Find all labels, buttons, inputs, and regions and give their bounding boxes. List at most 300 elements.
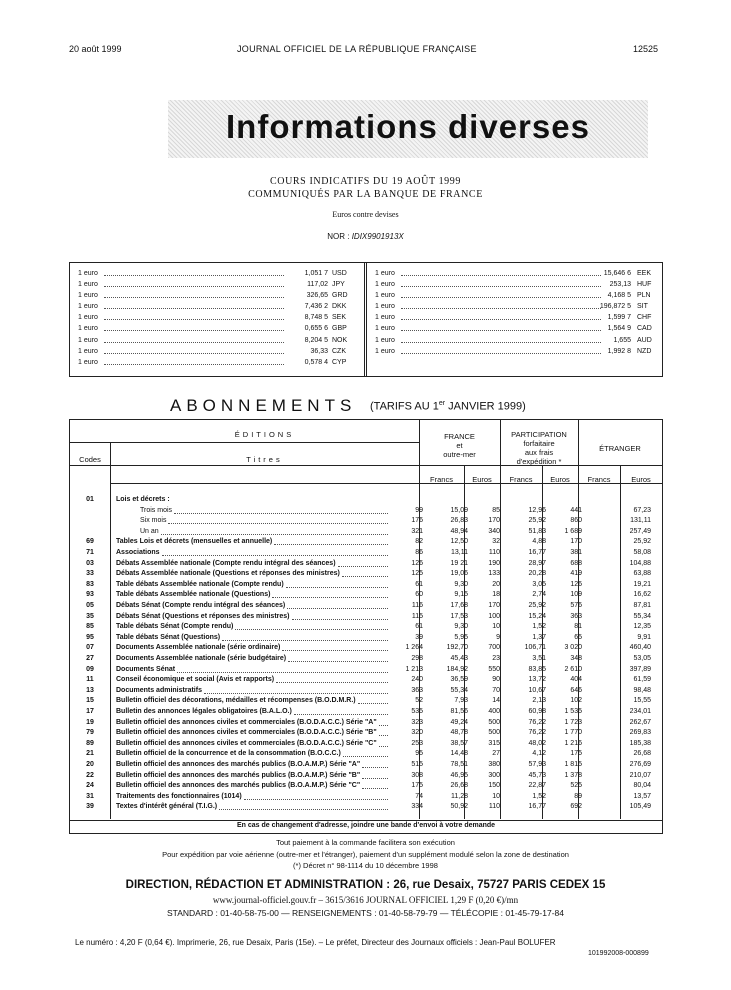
row-price-ff: 61 [415,580,423,588]
banner-title: Informations diverses [226,108,590,145]
row-code: 15 [86,697,94,705]
row-price-ef: 81 [574,623,582,631]
row-code: 31 [86,792,94,800]
table-row [70,643,662,653]
rate-value: 0,655 6 [304,325,328,333]
row-leader [235,629,388,630]
table-row [70,527,662,537]
row-price-pf: 500 [488,729,500,737]
row-price-pf: 133 [488,570,500,578]
row-title: Table débats Assemblée nationale (Compte rendu) [116,580,284,588]
row-price-fe: 48,94 [450,527,468,535]
row-price-pf: 23 [492,655,500,662]
cours-line2: COMMUNIQUÉS PAR LA BANQUE DE FRANCE [248,189,483,200]
row-price-fe: 192,70 [446,644,468,652]
row-price-ff: 39 [415,633,423,641]
row-title: Un an [140,527,159,535]
row-leader [362,767,388,768]
france-l2: et [456,441,463,450]
row-price-ef: 860 [570,517,582,525]
row-price-ff: 535 [411,708,423,715]
row-code: 93 [86,591,94,599]
row-price-ef: 89 [574,792,582,800]
row-price-ee: 98,48 [633,686,651,694]
rate-label: 1 euro [375,336,395,344]
row-code: 09 [86,665,94,673]
rate-label: 1 euro [375,314,395,322]
row-price-fe: 17,68 [450,602,468,609]
rate-leader [401,353,601,354]
row-price-pf: 170 [488,602,500,609]
row-price-pe: 45,73 [528,771,546,779]
change-address-notice: En cas de changement d'adresse, joindre une bande d'envoi à votre demande [69,819,663,834]
row-leader [219,809,388,810]
row-price-fe: 50,92 [450,803,468,811]
row-price-fe: 46,95 [450,771,468,779]
nor-code: IDIX9901913X [351,232,404,241]
row-price-fe: 14,48 [450,750,468,758]
row-leader [244,799,388,800]
row-price-fe: 49,24 [450,718,468,726]
rate-row [78,323,350,334]
subscription-table [69,419,663,821]
rate-currency: AUD [637,336,652,344]
row-title: Table débats Assemblée nationale (Questions) [116,591,271,599]
rate-row [78,279,350,290]
rate-label: 1 euro [375,325,395,333]
row-price-ff: 515 [411,761,423,768]
row-leader [362,788,388,789]
part-l3: aux frais [524,448,554,457]
row-code: 11 [86,676,94,684]
row-code: 01 [86,496,94,503]
rate-label: 1 euro [78,347,98,355]
row-code: 21 [86,750,94,758]
row-title: Débats Sénat (Compte rendu intégral des séances) [116,602,286,609]
etranger-header: ÉTRANGER [599,444,641,453]
rate-value: 1,655 [613,336,631,344]
rate-currency: SEK [332,314,347,322]
table-row [70,548,662,558]
row-code: 71 [86,549,94,556]
row-price-ee: 16,62 [633,591,651,599]
row-title: Bulletin officiel des annonces civiles et commerciales (B.O.D.A.C.C.) Série "C" [116,739,377,747]
sub-euros-3: Euros [631,475,651,484]
row-price-ee: 55,34 [633,612,651,620]
rate-row [375,301,655,312]
part-l4: d'expédition * [516,457,562,466]
direction-address: DIRECTION, RÉDACTION ET ADMINISTRATION : 26, rue Desaix, 75727 PARIS CEDEX 15 [125,879,606,891]
row-price-ef: 1 689 [564,527,582,535]
row-price-pf: 70 [492,686,500,694]
row-price-pe: 76,22 [528,729,546,737]
table-row [70,728,662,738]
part-l2: forfaitaire [523,439,555,448]
row-price-pf: 85 [492,506,500,514]
table-row [70,686,662,696]
sub-francs-2: Francs [509,475,533,484]
participation-header [500,430,578,466]
row-price-ff: 334 [411,803,423,811]
row-price-ef: 348 [570,655,582,662]
table-row [70,622,662,632]
row-price-pe: 51,83 [528,527,546,535]
rate-row [375,268,655,279]
table-row [70,696,662,706]
row-price-ee: 105,49 [629,803,651,811]
subtitle-part-b: JANVIER 1999) [445,400,526,413]
row-price-ef: 175 [570,750,582,758]
section-banner [168,100,648,158]
row-price-fe: 26,68 [450,782,468,790]
rate-label: 1 euro [78,270,98,277]
row-price-fe: 12,50 [450,538,468,546]
row-code: 79 [86,729,94,737]
row-title: Bulletin officiel des décorations, médailles et récompenses (B.O.D.M.R.) [116,697,356,705]
abonnements-subtitle [370,400,526,413]
row-title: Bulletin officiel des annonces des marchés publics (B.O.A.M.P.) Série "C" [116,782,361,790]
rate-label: 1 euro [375,303,395,311]
table-row [70,665,662,675]
expedition-note: Pour expédition par voie aérienne (outre-mer et l'étranger), paiement d'un supplément modulé selon la zone de destination [162,850,569,859]
row-price-ff: 323 [411,718,423,726]
row-price-ee: 12,35 [633,623,651,631]
titres-header: Titres [246,455,283,464]
row-title: Débats Assemblée nationale (Compte rendu intégral des séances) [116,559,336,567]
row-leader [286,587,388,588]
rate-row [78,346,350,357]
table-row [70,612,662,622]
row-price-pf: 27 [492,750,500,758]
row-price-ee: 210,07 [629,771,651,779]
row-price-ee: 234,01 [629,708,651,715]
table-row [70,760,662,770]
row-leader [338,566,388,567]
row-leader [222,640,388,641]
rate-value: 4,168 5 [607,292,631,300]
rate-leader [104,275,284,276]
row-title: Conseil économique et social (Avis et rapports) [116,676,275,684]
rate-value: 253,13 [609,281,631,289]
row-price-ee: 131,11 [630,517,651,525]
row-code: 03 [86,559,94,567]
row-leader [276,682,388,683]
row-price-ff: 1 213 [405,665,423,673]
table-row [70,781,662,791]
row-code: 27 [86,655,94,662]
row-price-ef: 1 216 [564,739,582,747]
row-price-ef: 688 [570,559,582,567]
issue-date: 20 août 1999 [69,44,122,54]
rate-row [375,312,655,323]
table-row [70,771,662,781]
rate-leader [401,275,601,276]
rate-value: 8,748 5 [304,314,328,322]
rate-leader [401,342,601,343]
row-price-ee: 53,05 [633,655,651,662]
rate-label: 1 euro [375,281,395,289]
row-price-pe: 3,05 [532,580,546,588]
footer-text: Le numéro : 4,20 F (0,64 €). Imprimerie, 26, rue Desaix, Paris (15e). – Le préfet, Directeur des Journaux officiels : Jean-Paul BOLUFER [75,938,556,947]
row-price-ee: 185,38 [629,739,651,747]
row-price-ee: 26,68 [633,750,651,758]
rates-divider [364,263,367,376]
rate-currency: CYP [332,358,347,366]
row-leader [174,513,388,514]
table-row [70,792,662,802]
row-price-fe: 78,51 [450,761,468,768]
row-price-fe: 184,92 [446,665,468,673]
rate-value: 8,204 5 [304,336,328,344]
row-price-fe: 38,57 [450,739,468,747]
row-price-pf: 170 [488,517,500,525]
row-title: Documents administratifs [116,686,202,694]
row-price-pf: 90 [492,676,500,684]
row-price-fe: 19 21 [450,559,468,567]
row-price-ef: 404 [570,676,582,684]
rate-row [78,290,350,301]
row-price-pe: 28,97 [528,559,546,567]
rate-currency: EEK [637,270,652,277]
table-row [70,633,662,643]
row-price-ee: 15,55 [633,697,651,705]
row-price-ff: 320 [411,729,423,737]
row-price-fe: 9,30 [454,623,468,631]
row-price-fe: 36,59 [450,676,468,684]
row-price-pf: 315 [488,739,500,747]
row-code: 05 [86,602,94,609]
row-title: Tables Lois et décrets (mensuelles et annuelle) [116,538,273,546]
rate-leader [401,297,601,298]
row-price-fe: 17,53 [450,612,468,620]
row-price-pe: 76,22 [528,718,546,726]
rate-row [78,312,350,323]
rates-left-column [78,268,350,368]
row-price-ef: 126 [570,580,582,588]
row-price-pf: 10 [492,792,500,800]
rate-currency: GRD [332,292,348,300]
row-price-ef: 692 [570,803,582,811]
row-leader [168,523,388,524]
row-price-pe: 60,98 [528,708,546,715]
row-title: Débats Assemblée nationale (Questions et réponses des ministres) [116,570,340,578]
row-price-pe: 25,92 [528,517,546,525]
table-row [70,739,662,749]
row-price-ef: 65 [574,633,582,641]
rate-leader [104,330,284,331]
rate-leader [104,297,284,298]
row-title: Bulletin officiel des annonces civiles et commerciales (B.O.D.A.C.C.) Série "A" [116,718,377,726]
rate-value: 36,33 [310,347,328,355]
row-price-pf: 500 [488,718,500,726]
row-code: 85 [86,623,94,631]
sub-euros-2: Euros [550,475,570,484]
row-code: 89 [86,739,94,747]
direction-phones: STANDARD : 01-40-58-75-00 — RENSEIGNEMENTS : 01-40-58-79-79 — TÉLÉCOPIE : 01-45-79-17-84 [167,908,564,918]
row-price-pe: 1,37 [532,633,546,641]
row-title: Textes d'intérêt général (T.I.G.) [116,803,218,811]
rate-label: 1 euro [375,292,395,300]
row-title: Débats Sénat (Questions et réponses des ministres) [116,612,290,620]
row-code: 19 [86,718,94,726]
row-price-pf: 10 [492,623,500,631]
rate-currency: DKK [332,303,347,311]
rate-leader [401,308,601,309]
row-price-ff: 82 [415,538,423,546]
rate-leader [401,319,601,320]
row-price-ee: 67,23 [633,506,651,514]
table-row [70,601,662,611]
table-row [70,675,662,685]
row-price-ef: 363 [570,612,582,620]
row-code: 07 [86,644,94,652]
row-price-pf: 18 [492,591,500,599]
rate-currency: PLN [637,292,651,300]
rate-label: 1 euro [78,336,98,344]
row-price-fe: 26,83 [450,517,468,525]
rate-value: 0,578 4 [304,358,328,366]
table-row [70,749,662,759]
row-title: Associations [116,549,160,556]
row-price-pe: 25,92 [528,602,546,609]
row-price-pf: 9 [496,633,500,641]
row-price-ff: 60 [415,591,423,599]
row-price-ee: 397,89 [629,665,651,673]
row-title: Six mois [140,517,167,525]
row-title: Bulletin officiel des annonces des marchés publics (B.O.A.M.P.) Série "A" [116,761,361,768]
row-title: Bulletin des annonces légales obligatoires (B.A.L.O.) [116,708,292,715]
journal-title: JOURNAL OFFICIEL DE LA RÉPUBLIQUE FRANÇAISE [237,44,477,54]
row-price-pe: 13,72 [528,676,546,684]
rate-row [78,301,350,312]
rate-leader [104,308,284,309]
row-price-pf: 380 [488,761,500,768]
row-price-pe: 10,67 [528,686,546,694]
cours-subtitle: Euros contre devises [332,210,399,219]
row-title: Bulletin officiel des annonces civiles et commerciales (B.O.D.A.C.C.) Série "B" [116,729,377,737]
row-price-pf: 400 [488,708,500,715]
row-price-fe: 5,95 [454,633,468,641]
row-leader [161,534,388,535]
row-price-pf: 150 [488,782,500,790]
row-price-ff: 95 [415,750,423,758]
rate-currency: USD [332,270,347,277]
part-l1: PARTICIPATION [511,430,567,439]
row-price-pe: 106,71 [524,644,546,652]
row-price-ff: 363 [411,686,423,694]
row-price-ee: 276,69 [629,761,651,768]
table-row [70,718,662,728]
row-price-fe: 9,30 [454,580,468,588]
rate-label: 1 euro [78,358,98,366]
rate-value: 117,02 [307,281,328,289]
rate-value: 7,436 2 [304,303,328,311]
row-price-ee: 262,67 [629,718,651,726]
rate-leader [104,364,284,365]
row-price-ef: 441 [570,506,582,514]
row-leader [204,693,388,694]
row-code: 24 [86,782,94,790]
rate-value: 1,564 9 [607,325,631,333]
row-price-pf: 300 [488,771,500,779]
row-price-pf: 20 [492,580,500,588]
row-price-ff: 115 [411,612,423,620]
rate-currency: GBP [332,325,347,333]
rate-row [78,268,350,279]
rate-label: 1 euro [375,347,395,355]
abonnements-title: ABONNEMENTS [170,396,357,415]
row-title: Table débats Sénat (Questions) [116,633,221,641]
row-code: 20 [86,761,94,768]
rate-currency: HUF [637,281,652,289]
row-leader [343,756,388,757]
rate-currency: NOK [332,336,348,344]
rate-leader [104,353,284,354]
row-price-ef: 102 [570,697,582,705]
row-leader [274,544,388,545]
row-price-ee: 25,92 [633,538,651,546]
row-price-fe: 55,34 [450,686,468,694]
row-price-pe: 16,77 [528,803,546,811]
sub-francs-1: Francs [430,475,453,484]
rate-row [375,335,655,346]
row-price-pf: 110 [488,803,500,811]
row-price-ef: 3 020 [564,644,582,652]
row-price-pf: 100 [488,612,500,620]
row-price-ef: 646 [570,686,582,694]
row-price-fe: 15,09 [450,506,468,514]
row-leader [292,619,388,620]
row-leader [162,555,388,556]
row-price-ee: 9,91 [637,633,651,641]
row-price-pe: 2,13 [532,697,546,705]
rate-value: 1,992 8 [607,347,631,355]
rate-row [78,335,350,346]
row-code: 17 [86,708,94,715]
row-price-ff: 116 [411,602,423,609]
table-row [70,559,662,569]
row-price-ef: 2 610 [564,665,582,673]
row-price-ee: 58,08 [633,549,651,556]
row-price-ef: 170 [570,538,582,546]
table-row [70,707,662,717]
row-price-pe: 12,96 [528,506,546,514]
rate-label: 1 euro [78,325,98,333]
row-title: Traitements des fonctionnaires (1014) [116,792,242,800]
row-price-ef: 109 [570,591,582,599]
rate-leader [104,342,284,343]
row-price-ee: 61,59 [633,676,651,684]
table-row [70,802,662,812]
rate-row [375,323,655,334]
row-price-pe: 1,52 [532,623,546,631]
footer-code: 101992008-000899 [588,950,649,957]
rate-currency: JPY [332,281,345,289]
page-number: 12525 [633,44,659,54]
codes-header: Codes [79,455,101,464]
rate-row [78,357,350,368]
row-price-ee: 80,04 [633,782,651,790]
row-leader [272,597,388,598]
row-price-fe: 48,78 [450,729,468,737]
editions-header: ÉDITIONS [234,430,295,439]
row-price-pf: 550 [488,665,500,673]
sub-francs-3: Francs [587,475,611,484]
table-row [70,654,662,664]
row-code: 13 [86,686,94,694]
row-price-ff: 61 [415,623,423,631]
row-price-ef: 1 535 [564,708,582,715]
